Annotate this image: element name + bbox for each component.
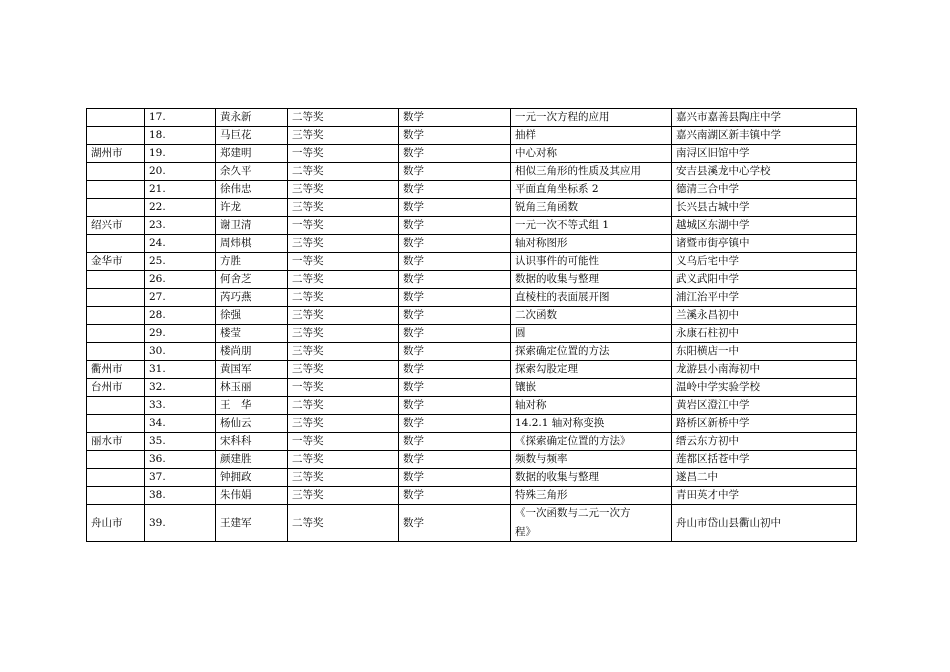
topic-cell: 数据的收集与整理 xyxy=(511,271,672,289)
city-cell xyxy=(87,235,145,253)
table-row xyxy=(87,379,857,397)
city-cell xyxy=(87,451,145,469)
subject-cell: 数学 xyxy=(399,343,511,361)
city-cell xyxy=(87,307,145,325)
subject-cell: 数学 xyxy=(399,253,511,271)
subject-cell: 数学 xyxy=(399,487,511,505)
school-cell: 安吉县溪龙中心学校 xyxy=(672,163,857,181)
city-cell: 丽水市 xyxy=(87,433,145,451)
topic-cell: 数据的收集与整理 xyxy=(511,469,672,487)
city-cell xyxy=(87,127,145,145)
subject-cell: 数学 xyxy=(399,289,511,307)
number-cell: 25. xyxy=(145,253,216,271)
number-cell: 17. xyxy=(145,109,216,127)
subject-cell: 数学 xyxy=(399,415,511,433)
topic-cell: 轴对称图形 xyxy=(511,235,672,253)
subject-cell: 数学 xyxy=(399,505,511,542)
number-cell: 23. xyxy=(145,217,216,235)
award-cell: 三等奖 xyxy=(288,469,399,487)
school-cell: 嘉兴南湖区新丰镇中学 xyxy=(672,127,857,145)
number-cell: 31. xyxy=(145,361,216,379)
table-row xyxy=(87,181,857,199)
table-row xyxy=(87,199,857,217)
city-cell xyxy=(87,469,145,487)
subject-cell: 数学 xyxy=(399,271,511,289)
name-cell: 颜建胜 xyxy=(216,451,288,469)
award-cell: 二等奖 xyxy=(288,163,399,181)
number-cell: 34. xyxy=(145,415,216,433)
school-cell: 黄岩区澄江中学 xyxy=(672,397,857,415)
table-row xyxy=(87,307,857,325)
topic-cell: 中心对称 xyxy=(511,145,672,163)
school-cell: 龙游县小南海初中 xyxy=(672,361,857,379)
school-cell: 青田英才中学 xyxy=(672,487,857,505)
subject-cell: 数学 xyxy=(399,433,511,451)
name-cell: 黄永新 xyxy=(216,109,288,127)
topic-cell xyxy=(511,505,672,542)
city-cell xyxy=(87,343,145,361)
subject-cell: 数学 xyxy=(399,145,511,163)
city-cell xyxy=(87,271,145,289)
table-row xyxy=(87,361,857,379)
topic-cell: 频数与频率 xyxy=(511,451,672,469)
topic-two-line xyxy=(515,505,667,541)
table-row xyxy=(87,343,857,361)
table-row xyxy=(87,217,857,235)
city-cell: 绍兴市 xyxy=(87,217,145,235)
school-cell: 永康石柱初中 xyxy=(672,325,857,343)
award-cell: 二等奖 xyxy=(288,289,399,307)
school-cell: 缙云东方初中 xyxy=(672,433,857,451)
table-row xyxy=(87,469,857,487)
subject-cell: 数学 xyxy=(399,127,511,145)
city-cell xyxy=(87,163,145,181)
topic-cell: 锐角三角函数 xyxy=(511,199,672,217)
school-cell: 越城区东湖中学 xyxy=(672,217,857,235)
award-cell: 三等奖 xyxy=(288,343,399,361)
number-cell: 28. xyxy=(145,307,216,325)
topic-cell: 14.2.1 轴对称变换 xyxy=(511,415,672,433)
school-cell: 长兴县古城中学 xyxy=(672,199,857,217)
table-row xyxy=(87,433,857,451)
topic-cell: 一元一次方程的应用 xyxy=(511,109,672,127)
number-cell: 20. xyxy=(145,163,216,181)
city-cell: 金华市 xyxy=(87,253,145,271)
table-row xyxy=(87,415,857,433)
city-cell: 台州市 xyxy=(87,379,145,397)
school-cell: 浦江治平中学 xyxy=(672,289,857,307)
award-cell: 二等奖 xyxy=(288,505,399,542)
city-cell xyxy=(87,397,145,415)
school-cell: 义乌后宅中学 xyxy=(672,253,857,271)
subject-cell: 数学 xyxy=(399,181,511,199)
number-cell: 33. xyxy=(145,397,216,415)
table-row xyxy=(87,487,857,505)
name-cell: 方胜 xyxy=(216,253,288,271)
number-cell: 18. xyxy=(145,127,216,145)
table-row xyxy=(87,253,857,271)
award-cell: 三等奖 xyxy=(288,487,399,505)
school-cell: 南浔区旧馆中学 xyxy=(672,145,857,163)
number-cell: 37. xyxy=(145,469,216,487)
table-row xyxy=(87,325,857,343)
number-cell: 26. xyxy=(145,271,216,289)
number-cell: 21. xyxy=(145,181,216,199)
table-row xyxy=(87,109,857,127)
name-cell: 宋科科 xyxy=(216,433,288,451)
topic-cell: 轴对称 xyxy=(511,397,672,415)
award-cell: 三等奖 xyxy=(288,199,399,217)
award-cell: 三等奖 xyxy=(288,361,399,379)
number-cell: 19. xyxy=(145,145,216,163)
city-cell: 湖州市 xyxy=(87,145,145,163)
city-cell: 舟山市 xyxy=(87,505,145,542)
table-row xyxy=(87,505,857,542)
award-cell: 三等奖 xyxy=(288,235,399,253)
subject-cell: 数学 xyxy=(399,199,511,217)
award-cell: 三等奖 xyxy=(288,307,399,325)
school-cell: 舟山市岱山县衢山初中 xyxy=(672,505,857,542)
name-cell: 王建军 xyxy=(216,505,288,542)
school-cell: 温岭中学实验学校 xyxy=(672,379,857,397)
school-cell: 诸暨市街亭镇中 xyxy=(672,235,857,253)
school-cell: 东阳横店一中 xyxy=(672,343,857,361)
school-cell: 遂昌二中 xyxy=(672,469,857,487)
award-cell: 三等奖 xyxy=(288,181,399,199)
city-cell xyxy=(87,181,145,199)
award-cell: 三等奖 xyxy=(288,127,399,145)
topic-cell: 镶嵌 xyxy=(511,379,672,397)
topic-line-2: 程》 xyxy=(515,526,536,538)
subject-cell: 数学 xyxy=(399,109,511,127)
topic-cell: 抽样 xyxy=(511,127,672,145)
table-row xyxy=(87,289,857,307)
subject-cell: 数学 xyxy=(399,469,511,487)
table-row xyxy=(87,451,857,469)
topic-cell: 《探索确定位置的方法》 xyxy=(511,433,672,451)
table-row xyxy=(87,271,857,289)
subject-cell: 数学 xyxy=(399,163,511,181)
award-cell: 三等奖 xyxy=(288,325,399,343)
number-cell: 32. xyxy=(145,379,216,397)
name-cell: 徐伟忠 xyxy=(216,181,288,199)
topic-cell: 特殊三角形 xyxy=(511,487,672,505)
name-cell: 林玉丽 xyxy=(216,379,288,397)
table-row xyxy=(87,127,857,145)
topic-cell: 探索确定位置的方法 xyxy=(511,343,672,361)
subject-cell: 数学 xyxy=(399,307,511,325)
table-row xyxy=(87,145,857,163)
name-cell: 许龙 xyxy=(216,199,288,217)
school-cell: 兰溪永昌初中 xyxy=(672,307,857,325)
city-cell xyxy=(87,109,145,127)
table-row xyxy=(87,235,857,253)
number-cell: 36. xyxy=(145,451,216,469)
subject-cell: 数学 xyxy=(399,361,511,379)
topic-cell: 认识事件的可能性 xyxy=(511,253,672,271)
school-cell: 嘉兴市嘉善县陶庄中学 xyxy=(672,109,857,127)
subject-cell: 数学 xyxy=(399,325,511,343)
award-cell: 二等奖 xyxy=(288,271,399,289)
award-cell: 一等奖 xyxy=(288,145,399,163)
name-cell: 马巨花 xyxy=(216,127,288,145)
name-cell: 徐强 xyxy=(216,307,288,325)
award-cell: 三等奖 xyxy=(288,415,399,433)
name-cell: 钟拥政 xyxy=(216,469,288,487)
award-cell: 一等奖 xyxy=(288,253,399,271)
topic-cell: 相似三角形的性质及其应用 xyxy=(511,163,672,181)
school-cell: 武义武阳中学 xyxy=(672,271,857,289)
award-cell: 二等奖 xyxy=(288,451,399,469)
name-cell: 周炜棋 xyxy=(216,235,288,253)
topic-cell: 圆 xyxy=(511,325,672,343)
name-cell: 芮巧燕 xyxy=(216,289,288,307)
city-cell: 衢州市 xyxy=(87,361,145,379)
topic-cell: 平面直角坐标系 2 xyxy=(511,181,672,199)
number-cell: 22. xyxy=(145,199,216,217)
subject-cell: 数学 xyxy=(399,235,511,253)
number-cell: 29. xyxy=(145,325,216,343)
school-cell: 路桥区新桥中学 xyxy=(672,415,857,433)
number-cell: 27. xyxy=(145,289,216,307)
number-cell: 35. xyxy=(145,433,216,451)
awards-table xyxy=(86,108,857,542)
topic-cell: 直棱柱的表面展开图 xyxy=(511,289,672,307)
topic-cell: 探索勾股定理 xyxy=(511,361,672,379)
name-cell: 杨仙云 xyxy=(216,415,288,433)
city-cell xyxy=(87,415,145,433)
number-cell: 38. xyxy=(145,487,216,505)
name-cell: 朱伟娟 xyxy=(216,487,288,505)
name-cell: 余久平 xyxy=(216,163,288,181)
topic-cell: 二次函数 xyxy=(511,307,672,325)
name-cell: 楼莹 xyxy=(216,325,288,343)
school-cell: 德清三合中学 xyxy=(672,181,857,199)
subject-cell: 数学 xyxy=(399,451,511,469)
city-cell xyxy=(87,325,145,343)
subject-cell: 数学 xyxy=(399,397,511,415)
city-cell xyxy=(87,487,145,505)
city-cell xyxy=(87,199,145,217)
name-cell: 王 华 xyxy=(216,397,288,415)
award-cell: 二等奖 xyxy=(288,109,399,127)
name-cell: 黄国军 xyxy=(216,361,288,379)
award-cell: 一等奖 xyxy=(288,379,399,397)
city-cell xyxy=(87,289,145,307)
subject-cell: 数学 xyxy=(399,379,511,397)
school-cell: 莲都区括苍中学 xyxy=(672,451,857,469)
subject-cell: 数学 xyxy=(399,217,511,235)
award-cell: 二等奖 xyxy=(288,397,399,415)
number-cell: 24. xyxy=(145,235,216,253)
topic-cell: 一元一次不等式组 1 xyxy=(511,217,672,235)
name-cell: 谢卫清 xyxy=(216,217,288,235)
name-cell: 何舍芝 xyxy=(216,271,288,289)
award-cell: 一等奖 xyxy=(288,217,399,235)
table-row xyxy=(87,163,857,181)
number-cell: 30. xyxy=(145,343,216,361)
award-cell: 一等奖 xyxy=(288,433,399,451)
topic-line-1: 《一次函数与二元一次方 xyxy=(515,507,631,519)
table-row xyxy=(87,397,857,415)
name-cell: 楼尚朋 xyxy=(216,343,288,361)
name-cell: 郑建明 xyxy=(216,145,288,163)
awards-table-body xyxy=(87,109,857,542)
number-cell: 39. xyxy=(145,505,216,542)
